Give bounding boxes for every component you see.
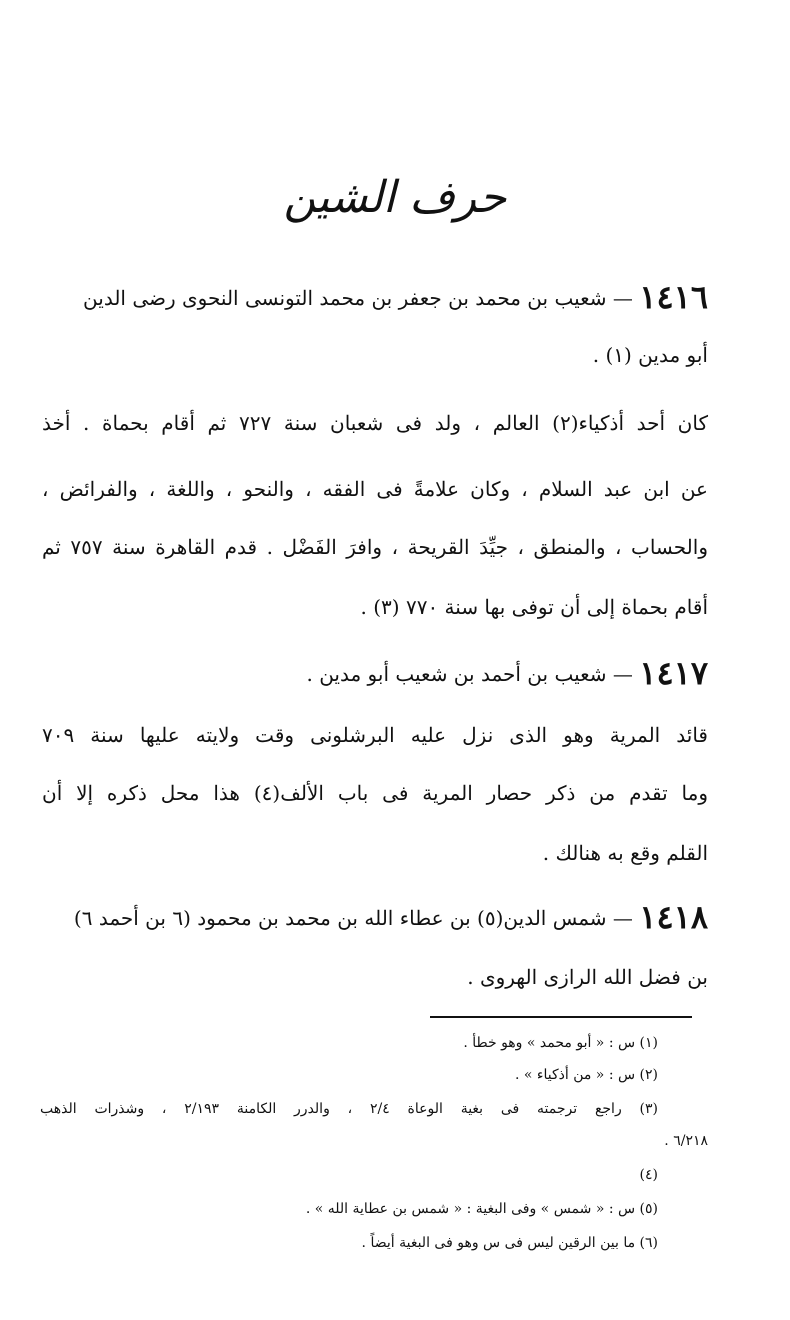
entry-number: ١٤١٨ xyxy=(639,898,708,936)
entry-1418-name-cont: بن فضل الله الرازى الهروى . xyxy=(467,965,708,989)
footnote: (٤) xyxy=(639,1167,658,1183)
entry-1416-body-line: أقام بحماة إلى أن توفى بها سنة ٧٧٠ (٣) . xyxy=(360,595,708,619)
entry-name: — شعيب بن محمد بن جعفر بن محمد التونسى النحوى رضى الدين xyxy=(83,286,633,310)
footnote: (٦) ما بين الرقين ليس فى س وهو فى البغية أيضاً . xyxy=(361,1235,658,1251)
entry-1417-body-line: القلم وقع به هنالك . xyxy=(542,841,708,865)
entry-number: ١٤١٧ xyxy=(639,654,708,692)
footnote-continuation: ٦/٢١٨ . xyxy=(664,1133,708,1149)
entry-1416-body-line: والحساب ، والمنطق ، جيِّدَ القريحة ، وافرَ الفَضْل . قدم القاهرة سنة ٧٥٧ ثم xyxy=(42,535,708,559)
footnote: (١) س : « أبو محمد » وهو خطأ . xyxy=(463,1035,658,1051)
footnote: (٣) راجع ترجمته فى بغية الوعاة ٢/٤ ، والدرر الكامنة ٢/١٩٣ ، وشذرات الذهب xyxy=(40,1101,658,1117)
entry-number: ١٤١٦ xyxy=(639,278,708,316)
entry-1416-body-line: كان أحد أذكياء(٢) العالم ، ولد فى شعبان سنة ٧٢٧ ثم أقام بحماة . أخذ xyxy=(42,411,708,435)
entry-1416-body-line: عن ابن عبد السلام ، وكان علامةً فى الفقه ، والنحو ، واللغة ، والفرائض ، xyxy=(42,477,708,501)
entry-name: — شعيب بن أحمد بن شعيب أبو مدين . xyxy=(306,662,633,686)
entry-1416-name-cont: أبو مدين (١) . xyxy=(592,343,708,367)
footnote-separator xyxy=(430,1016,692,1018)
chapter-heading: حرف الشين xyxy=(283,172,507,223)
entry-1417-body-line: قائد المرية وهو الذى نزل عليه البرشلونى وقت ولايته عليها سنة ٧٠٩ xyxy=(42,723,708,747)
entry-1416-header xyxy=(83,278,708,316)
entry-1418-header xyxy=(73,898,708,936)
entry-name: — شمس الدين(٥) بن عطاء الله بن محمد بن محمود (٦ بن أحمد ٦) xyxy=(73,906,633,930)
footnote: (٢) س : « من أذكياء » . xyxy=(514,1067,658,1083)
footnote: (٥) س : « شمس » وفى البغية : « شمس بن عطاية الله » . xyxy=(305,1201,658,1217)
entry-1417-body-line: وما تقدم من ذكر حصار المرية فى باب الألف(٤) هذا محل ذكره إلا أن xyxy=(42,781,708,805)
entry-1417-header xyxy=(306,654,708,692)
